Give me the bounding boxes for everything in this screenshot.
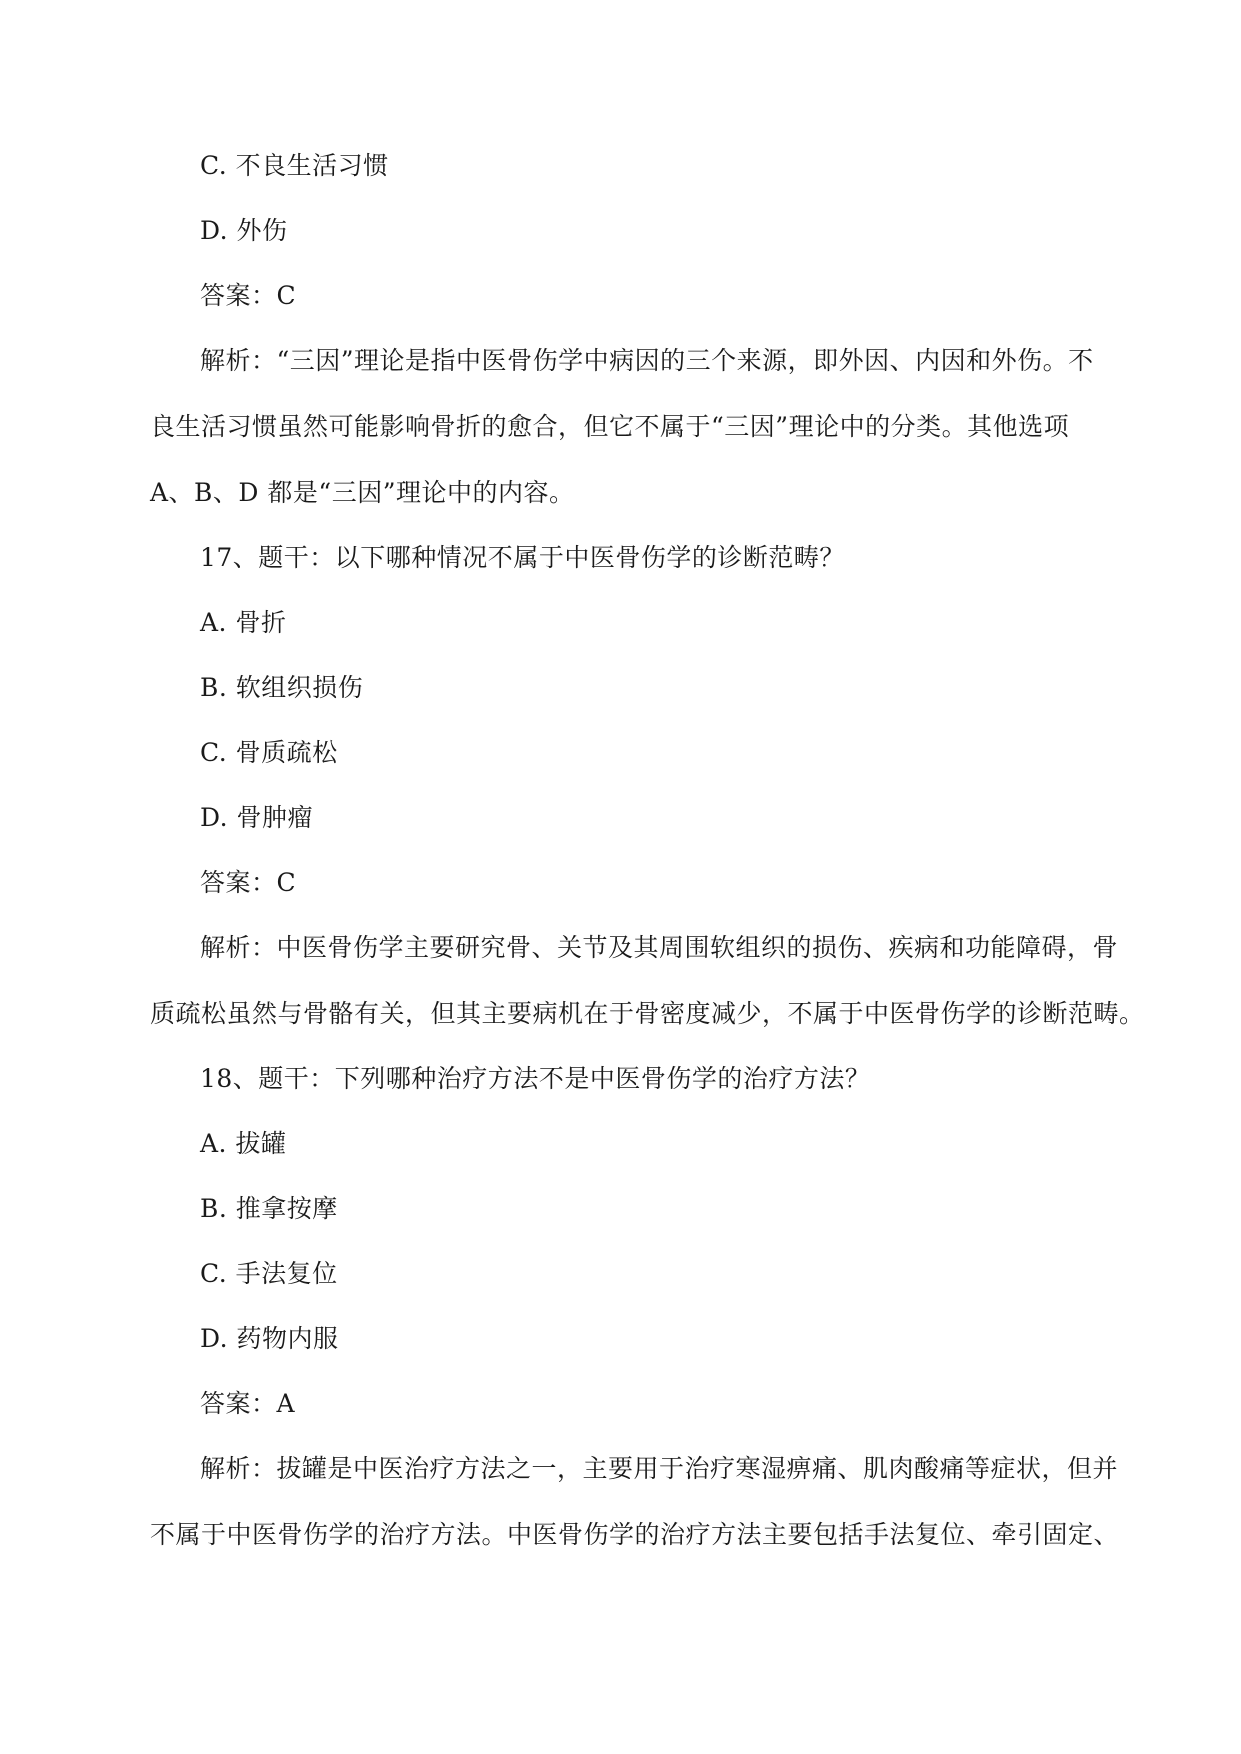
q18-option-a: A. 拔罐: [200, 1129, 287, 1158]
q17-explanation-line-1: 解析：中医骨伤学主要研究骨、关节及其周围软组织的损伤、疾病和功能障碍，骨: [200, 933, 1119, 962]
q17-option-d: D. 骨肿瘤: [200, 803, 314, 832]
q16-explanation-line-1: 解析：“三因”理论是指中医骨伤学中病因的三个来源，即外因、内因和外伤。不: [200, 346, 1094, 375]
q18-option-b: B. 推拿按摩: [200, 1194, 338, 1223]
q18-answer: 答案：A: [200, 1389, 296, 1418]
q16-answer: 答案：C: [200, 281, 297, 310]
q17-answer: 答案：C: [200, 868, 297, 897]
q16-explanation-line-2: 良生活习惯虽然可能影响骨折的愈合，但它不属于“三因”理论中的分类。其他选项: [150, 412, 1070, 441]
q16-explanation-line-3: A、B、D 都是“三因”理论中的内容。: [150, 478, 575, 507]
q18-option-d: D. 药物内服: [200, 1324, 339, 1353]
q17-option-b: B. 软组织损伤: [200, 673, 364, 702]
q18-explanation-line-2: 不属于中医骨伤学的治疗方法。中医骨伤学的治疗方法主要包括手法复位、牵引固定、: [150, 1520, 1120, 1549]
q17-option-a: A. 骨折: [200, 608, 287, 637]
q18-question: 18、题干：下列哪种治疗方法不是中医骨伤学的治疗方法？: [200, 1064, 871, 1093]
q17-option-c: C. 骨质疏松: [200, 738, 338, 767]
q18-explanation-line-1: 解析：拔罐是中医治疗方法之一，主要用于治疗寒湿痹痛、肌肉酸痛等症状，但并: [200, 1454, 1119, 1483]
q18-option-c: C. 手法复位: [200, 1259, 338, 1288]
q17-question: 17、题干：以下哪种情况不属于中医骨伤学的诊断范畴？: [200, 543, 845, 572]
q16-option-d: D. 外伤: [200, 216, 288, 245]
q17-explanation-line-2: 质疏松虽然与骨骼有关，但其主要病机在于骨密度减少，不属于中医骨伤学的诊断范畴。: [150, 999, 1145, 1028]
q16-option-c: C. 不良生活习惯: [200, 151, 389, 180]
